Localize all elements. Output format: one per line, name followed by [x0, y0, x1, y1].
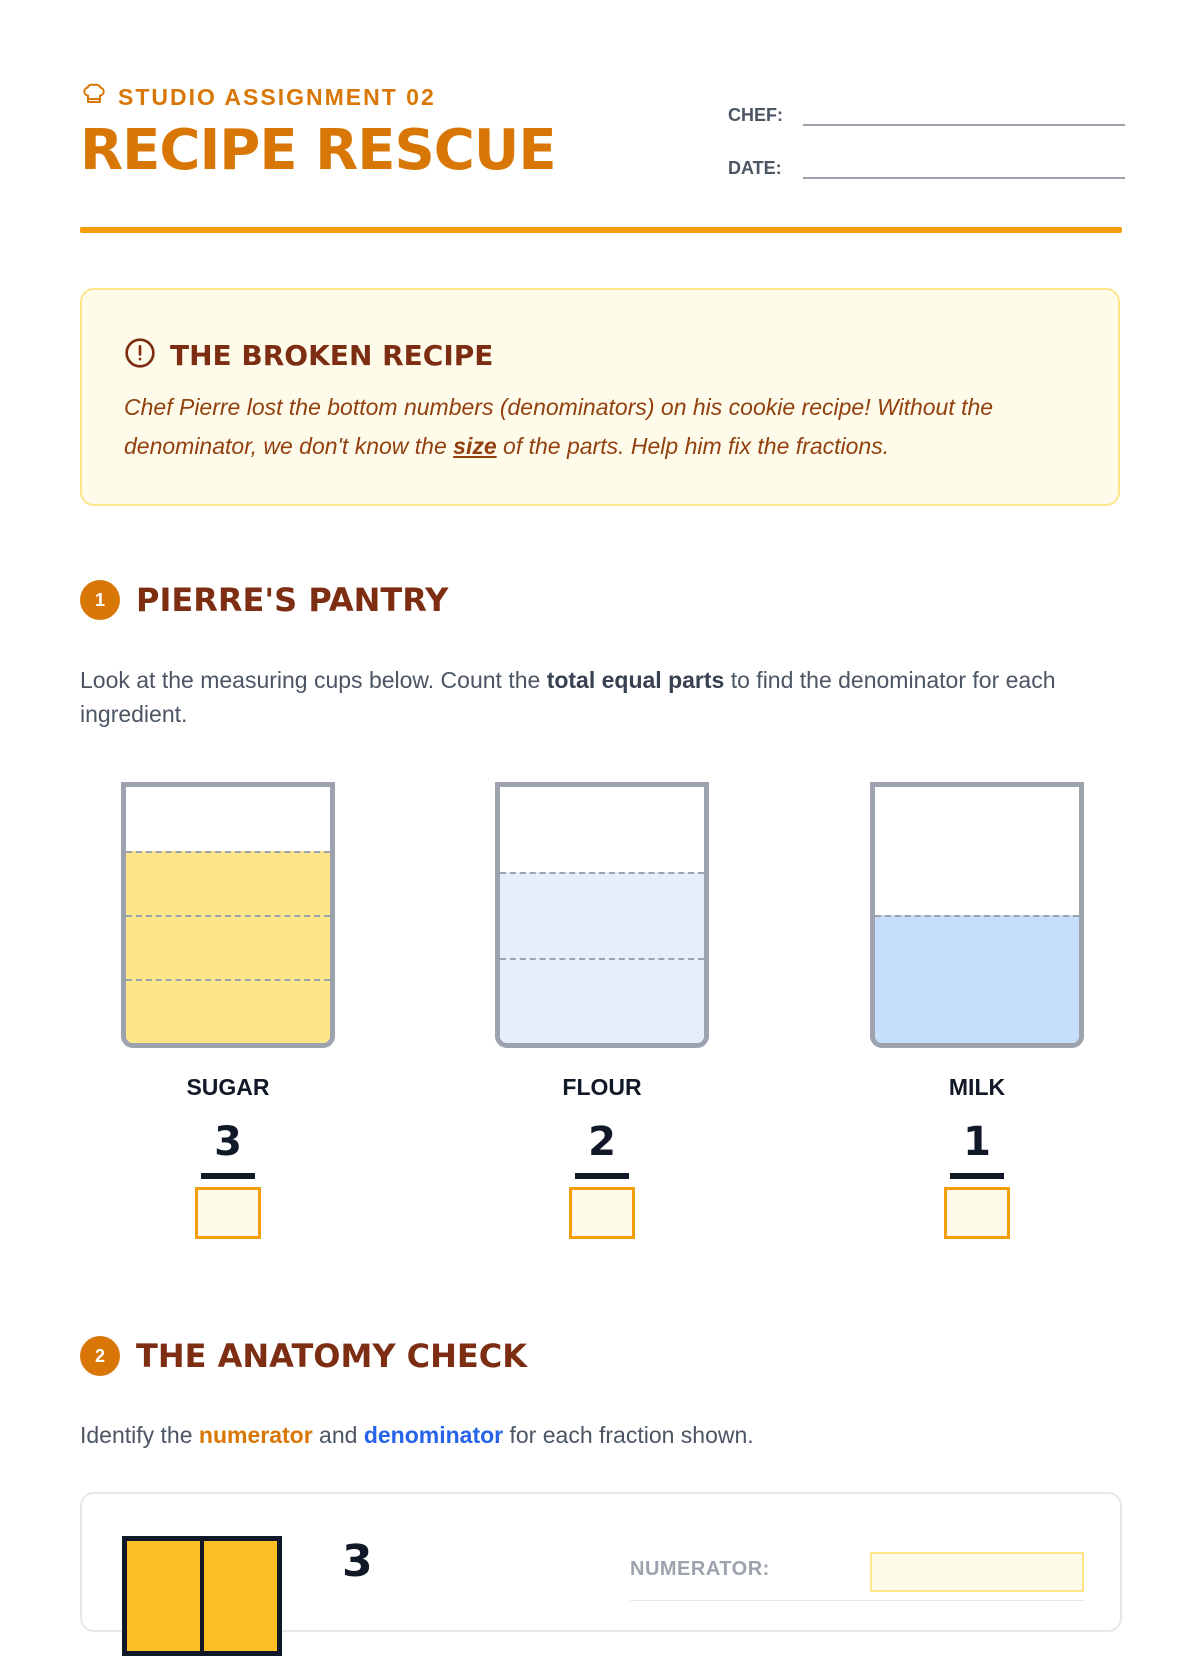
numerator-field-label: NUMERATOR:: [630, 1558, 770, 1580]
section-1-intro-bold: total equal parts: [546, 667, 725, 693]
milk-fill: [875, 915, 1079, 1043]
section-1-intro-end: to find the denominator for each ingredient.: [80, 667, 1056, 727]
flour-part-line: [500, 958, 704, 960]
sugar-fill: [126, 851, 330, 1043]
section-2-intro-mid: and: [312, 1422, 364, 1448]
sugar-column: [121, 782, 335, 1239]
field-divider: [630, 1600, 1084, 1601]
denominator-term: denominator: [363, 1422, 504, 1448]
date-field: [728, 155, 1125, 179]
section-1-header: [80, 580, 448, 620]
sugar-label: SUGAR: [186, 1074, 270, 1100]
sugar-measuring-cup: [121, 782, 335, 1048]
section-2-instructions: [80, 1418, 1120, 1452]
sugar-part-line: [126, 979, 330, 981]
date-label: DATE:: [728, 158, 782, 178]
callout-emphasis: size: [453, 433, 497, 459]
numerator-term: numerator: [198, 1422, 313, 1448]
broken-recipe-callout: [80, 288, 1120, 506]
fraction-shape: [122, 1536, 282, 1656]
sugar-numerator: 3: [214, 1119, 242, 1165]
section-2-intro-start: Identify the: [80, 1422, 199, 1448]
section-2-intro-end: for each fraction shown.: [503, 1422, 754, 1448]
header-divider: [80, 227, 1122, 233]
flour-numerator: 2: [588, 1119, 616, 1165]
milk-denominator-input[interactable]: [944, 1187, 1010, 1239]
anatomy-card: [80, 1492, 1122, 1632]
card-fraction-number: 3: [342, 1536, 373, 1587]
milk-fraction-bar: [950, 1173, 1004, 1179]
chef-field: [728, 102, 1125, 126]
flour-column: [495, 782, 709, 1239]
callout-text-end: of the parts. Help him fix the fractions.: [496, 433, 890, 459]
flour-denominator-input[interactable]: [569, 1187, 635, 1239]
page-title: RECIPE RESCUE: [80, 118, 556, 183]
section-2-number: 2: [80, 1336, 120, 1376]
section-1-instructions: [80, 663, 1120, 731]
callout-text-start: Chef Pierre lost the bottom numbers (denominators) on his cookie recipe! Without the denominator, we don't know the: [124, 394, 994, 459]
chef-input-line[interactable]: [803, 102, 1125, 126]
milk-measuring-cup: [870, 782, 1084, 1048]
milk-column: [870, 782, 1084, 1239]
shape-part: [127, 1541, 204, 1651]
numerator-answer-input[interactable]: [870, 1552, 1084, 1592]
alert-circle-icon: [124, 337, 156, 374]
callout-header: [124, 337, 493, 374]
section-2-title: THE ANATOMY CHECK: [136, 1337, 528, 1375]
callout-title: THE BROKEN RECIPE: [170, 339, 494, 372]
milk-part-line: [875, 915, 1079, 917]
sugar-part-line: [126, 851, 330, 853]
sugar-part-line: [126, 915, 330, 917]
eyebrow-label: STUDIO ASSIGNMENT 02: [118, 83, 436, 110]
milk-label: MILK: [948, 1074, 1006, 1100]
shape-part: [204, 1541, 277, 1651]
flour-measuring-cup: [495, 782, 709, 1048]
sugar-denominator-input[interactable]: [195, 1187, 261, 1239]
chef-label: CHEF:: [728, 105, 783, 125]
section-2-header: [80, 1336, 527, 1376]
sugar-fraction-bar: [201, 1173, 255, 1179]
flour-part-line: [500, 872, 704, 874]
milk-numerator: 1: [963, 1119, 991, 1165]
section-1-title: PIERRE'S PANTRY: [136, 581, 449, 619]
callout-text: [124, 388, 1084, 466]
date-input-line[interactable]: [803, 155, 1125, 179]
flour-label: FLOUR: [562, 1074, 642, 1100]
section-1-intro-start: Look at the measuring cups below. Count the: [80, 667, 547, 693]
flour-fraction-bar: [575, 1173, 629, 1179]
section-1-number: 1: [80, 580, 120, 620]
chef-hat-icon: [82, 82, 106, 112]
assignment-eyebrow: [82, 82, 436, 112]
